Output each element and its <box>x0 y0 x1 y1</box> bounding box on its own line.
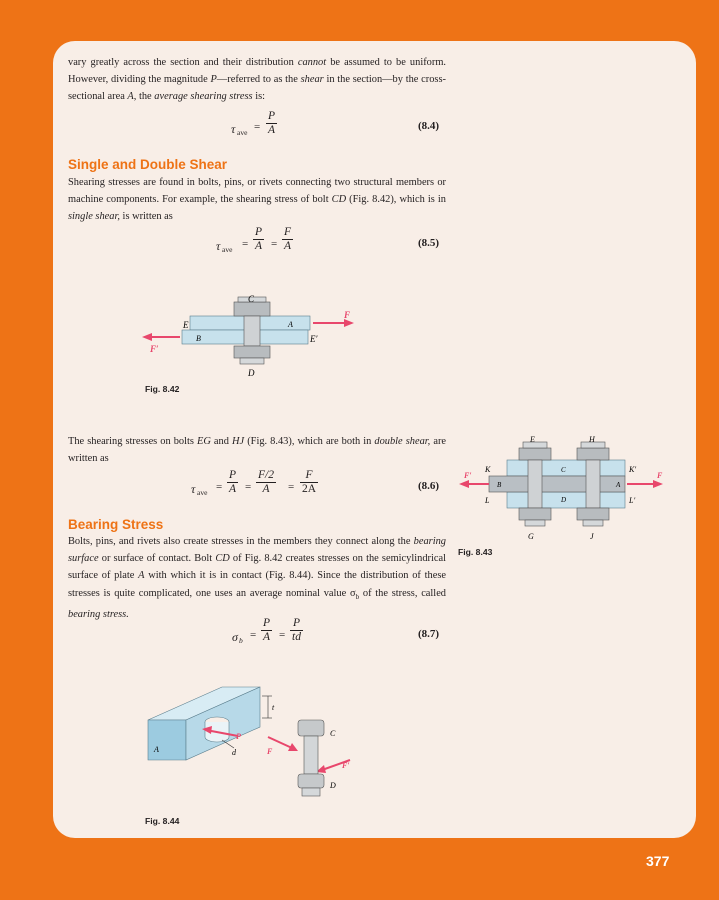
eq-fraction: $\frac{F}{A}$ <box>284 226 292 252</box>
equation-number: (8.7) <box>418 628 440 640</box>
single-shear-paragraph: Shearing stresses are found in bolts, pins, or rivets connecting two structural members or machine components. For example, the shearing stress of bolt CD (Fig. 8.42), which is in single shear, is written as <box>68 177 446 223</box>
label-D: D <box>561 496 567 504</box>
eq-fraction: $\frac{P}{A}$ <box>255 226 263 252</box>
eq-lhs: τ <box>231 122 236 136</box>
equation-number: (8.4) <box>418 120 440 132</box>
eq-sub: ave <box>197 488 208 497</box>
eq-sign: = <box>242 238 249 250</box>
figure-caption-8-43: Fig. 8.43 <box>458 547 493 557</box>
eq-sign: = <box>279 629 286 641</box>
eq-sign: = <box>245 481 252 493</box>
label-F: F <box>344 310 351 320</box>
label-P: P <box>236 732 241 741</box>
eq-fraction: $\frac{P}{A}$ <box>263 617 271 643</box>
eq-lhs: τ <box>191 482 196 496</box>
label-B: B <box>196 334 201 343</box>
label-L: L <box>485 496 490 505</box>
page-number: 377 <box>646 853 670 869</box>
figure-caption-8-42: Fig. 8.42 <box>145 384 180 394</box>
label-C: C <box>561 466 566 474</box>
double-shear-paragraph: The shearing stresses on bolts EG and HJ (Fig. 8.43), which are both in double shear, are written as <box>68 436 447 465</box>
eq-sign: = <box>250 629 257 641</box>
label-H: H <box>589 435 595 444</box>
equation-number: (8.5) <box>418 237 440 249</box>
label-A: A <box>288 320 293 329</box>
eq-sub: ave <box>222 245 233 254</box>
eq-fraction: $\frac{P}{A}$ <box>268 110 276 136</box>
label-F: F <box>267 747 273 756</box>
label-G: G <box>528 532 534 541</box>
bearing-stress-paragraph: Bolts, pins, and rivets also create stresses in the members they connect along the bearing surface or surface of contact. Bolt CD of Fig. 8.42 creates stresses on the semicylindrical surface of plate A with which it is in contact (Fig. 8.44). Since the distribution of these stresses is quite complicated, one uses an average nominal value $\sigma_b$ of the stress, called bearing stress. <box>68 536 447 620</box>
label-L-prime: L′ <box>629 496 636 505</box>
label-C: C <box>330 729 336 738</box>
label-E: E <box>183 320 189 330</box>
eq-sub: ave <box>237 128 248 137</box>
eq-lhs: σ <box>232 630 238 644</box>
eq-sub: b <box>239 636 243 645</box>
label-F: F <box>657 471 663 480</box>
label-E: E <box>530 435 535 444</box>
label-C: C <box>248 294 255 304</box>
label-A: A <box>154 745 159 754</box>
eq-sign: = <box>288 481 295 493</box>
label-K-prime: K′ <box>629 465 637 474</box>
section-heading-bearing-stress: Bearing Stress <box>68 517 164 532</box>
label-F-prime: F′ <box>342 761 350 770</box>
eq-fraction: $\frac{F}{2A}$ <box>302 469 317 495</box>
label-F-prime: F′ <box>464 471 472 480</box>
eq-sign: = <box>254 121 261 133</box>
label-t: t <box>272 703 275 712</box>
label-D: D <box>330 781 336 790</box>
label-d: d <box>232 748 236 757</box>
eq-sign: = <box>216 481 223 493</box>
eq-fraction: $\frac{P}{A}$ <box>229 469 237 495</box>
label-F-prime: F′ <box>150 344 159 354</box>
label-J: J <box>590 532 594 541</box>
intro-paragraph: vary greatly across the section and their distribution cannot be assumed to be uniform. However, dividing the magnitude P—referred to as the shear in the section—by the cross-sectional area A, the average shearing stress is: <box>68 57 446 103</box>
eq-fraction: $\frac{P}{td}$ <box>292 617 301 643</box>
eq-fraction: $\frac{F/2}{A}$ <box>258 469 274 495</box>
label-A: A <box>616 481 621 489</box>
section-heading-single-double-shear: Single and Double Shear <box>68 157 228 172</box>
figure-caption-8-44: Fig. 8.44 <box>145 816 180 826</box>
figure-8-42-single-shear <box>130 288 370 382</box>
label-K: K <box>485 465 491 474</box>
figure-8-44-bearing-stress <box>140 682 370 812</box>
label-B: B <box>497 481 502 489</box>
eq-sign: = <box>271 238 278 250</box>
eq-lhs: τ <box>216 239 221 253</box>
label-E-prime: E′ <box>310 334 318 344</box>
label-D: D <box>248 368 255 378</box>
equation-number: (8.6) <box>418 480 440 492</box>
figure-8-43-double-shear <box>455 430 670 542</box>
